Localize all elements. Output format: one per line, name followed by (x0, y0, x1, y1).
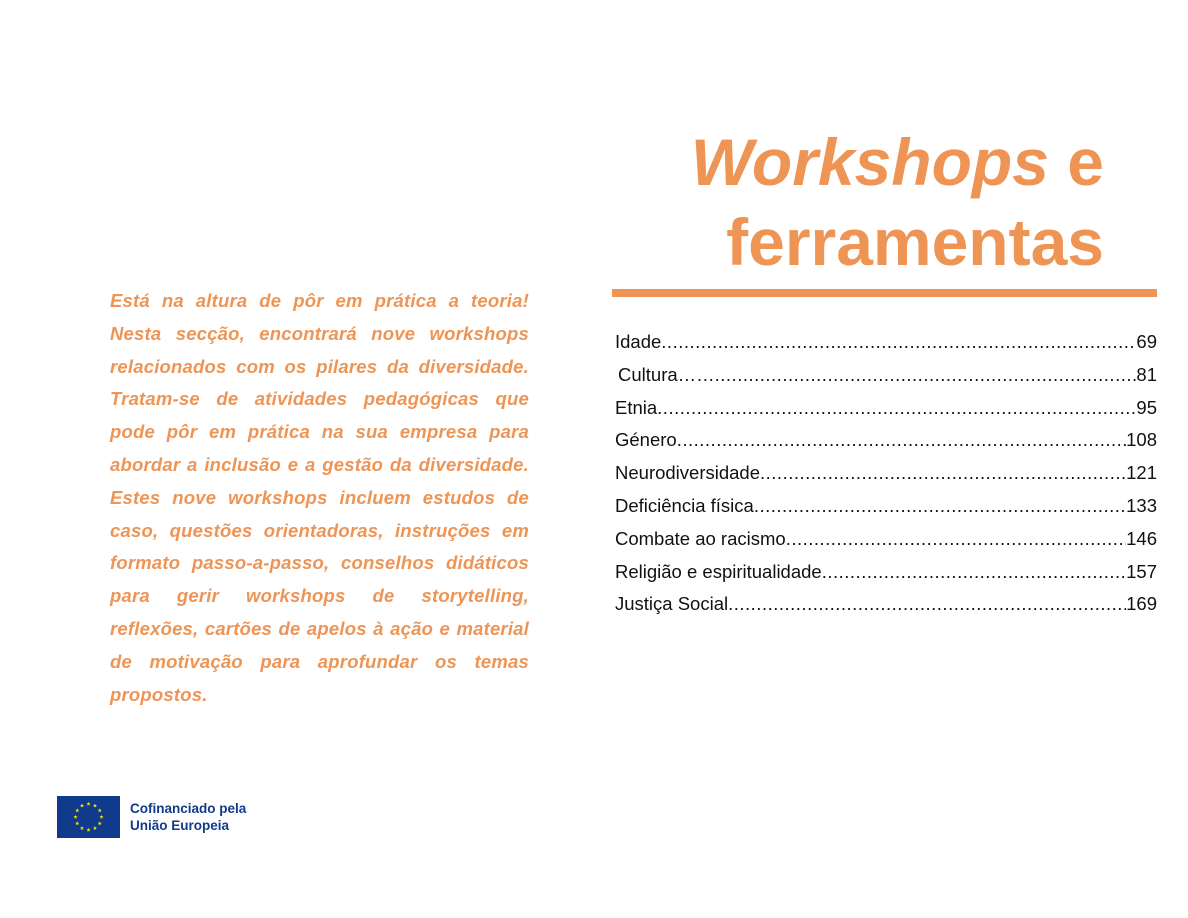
toc-label: Deficiência física (615, 494, 754, 516)
toc-page-number: 95 (1136, 396, 1157, 418)
intro-paragraph: Está na altura de pôr em prática a teoria! Nesta secção, encontrará nove workshops relacionados com os pilares da diversidade. Tratam-se de atividades pedagógicas que pode pôr em prática na sua empresa para abordar a inclusão e a gestão da diversidade. Estes nove workshops incluem estudos de caso, questões orientadoras, instruções em formato passo-a-passo, conselhos didáticos para gerir workshops de storytelling, reflexões, cartões de apelos à ação e material de motivação para aprofundar os temas propostos. (110, 290, 529, 705)
toc-item-neurodiversidade[interactable] (615, 462, 1157, 495)
title-line2: ferramentas (726, 205, 1104, 279)
toc-item-etnia[interactable] (615, 397, 1157, 430)
toc-leader-dots (728, 593, 1126, 615)
toc-page-number: 157 (1126, 560, 1157, 582)
toc-item-genero[interactable] (615, 429, 1157, 462)
page-title (691, 122, 1104, 282)
toc-page-number: 169 (1126, 593, 1157, 615)
toc-item-idade[interactable] (615, 331, 1157, 364)
title-underline (612, 289, 1157, 297)
toc-page-number: 146 (1126, 527, 1157, 549)
toc-page-number: 121 (1126, 462, 1157, 484)
toc-leader-dots (754, 495, 1126, 517)
toc-page-number: 133 (1126, 494, 1157, 516)
toc-page-number: 81 (1136, 363, 1157, 385)
toc-label: Cultura…… (618, 363, 715, 385)
toc-label: Combate ao racismo (615, 527, 786, 549)
toc-item-religiao[interactable] (615, 561, 1157, 594)
toc-label: Neurodiversidade (615, 462, 761, 484)
eu-logo-line2: União Europeia (130, 818, 230, 833)
title-line1-rest: e (1048, 125, 1104, 199)
toc-label: Etnia (615, 396, 658, 418)
toc-item-cultura[interactable] (615, 364, 1157, 397)
toc-leader-dots (661, 331, 1136, 353)
toc-page-number: 69 (1136, 331, 1157, 352)
toc-item-deficiencia-fisica[interactable] (615, 495, 1157, 528)
toc-leader-dots (786, 528, 1126, 550)
toc-label: Religião e espiritualidade (615, 560, 822, 582)
toc-leader-dots (760, 462, 1126, 484)
table-of-contents (615, 331, 1157, 626)
toc-item-combate-ao-racismo[interactable] (615, 528, 1157, 561)
toc-item-justica-social[interactable] (615, 593, 1157, 626)
toc-label: Género (615, 429, 677, 451)
eu-logo-line1: Cofinanciado pela (130, 801, 247, 816)
toc-page-number: 108 (1126, 429, 1157, 451)
title-italic: Workshops (690, 125, 1049, 199)
eu-flag-icon (57, 796, 120, 838)
eu-logo-text (130, 800, 246, 834)
toc-label: Idade (615, 331, 662, 352)
eu-cofunding-logo (57, 796, 246, 838)
toc-leader-dots (657, 397, 1136, 419)
toc-leader-dots (677, 429, 1126, 451)
toc-leader-dots (715, 364, 1137, 386)
toc-leader-dots (822, 561, 1126, 583)
toc-label: Justiça Social (615, 593, 729, 615)
